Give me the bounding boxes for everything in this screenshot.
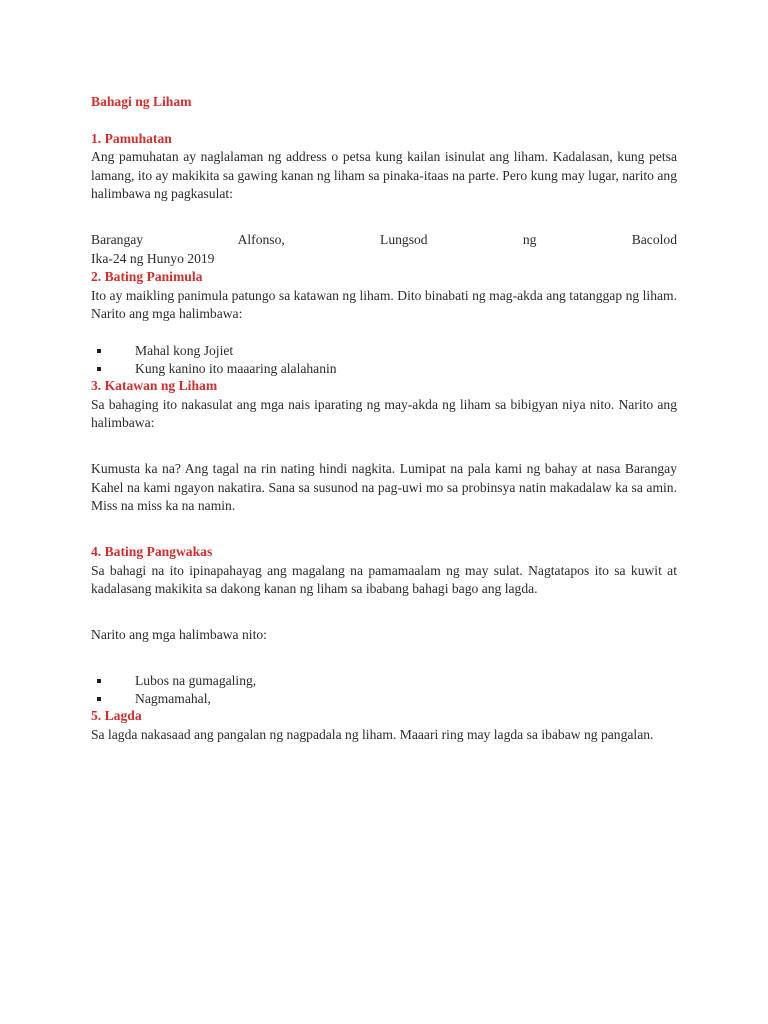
section-heading-lagda: 5. Lagda [91, 708, 142, 723]
spacer [91, 663, 677, 672]
bullet-icon [97, 349, 101, 353]
bullet-icon [97, 367, 101, 371]
list-item-text: Kung kanino ito maaaring alalahanin [135, 360, 337, 376]
section-heading-bating-pangwakas: 4. Bating Pangwakas [91, 544, 213, 559]
bullet-icon [97, 679, 101, 683]
list-item-text: Lubos na gumagaling, [135, 673, 257, 688]
spacer [91, 222, 677, 231]
document-page [91, 93, 677, 744]
example-letter-body: Kumusta ka na? Ang tagal na rin nating hindi nagkita. Lumipat na pala kami ng bahay at nasa Barangay Kahel na kami ngayon nakatira. Sana sa susunod na pag-uwi mo sa probinsya natin makadalaw ka sa amin. Miss na miss ka na namin. [91, 461, 677, 513]
spacer [91, 451, 677, 460]
spacer [91, 516, 677, 535]
list-item-text: Mahal kong Jojiet [135, 343, 234, 358]
list-item [91, 690, 677, 708]
spacer [91, 433, 677, 452]
spacer [91, 617, 677, 626]
spacer [91, 534, 677, 543]
section-body-katawan: Sa bahaging ito nakasulat ang mga nais iparating ng may-akda ng liham sa bibigyan niya nito. Narito ang halimbawa: [91, 396, 677, 430]
section-body-bating-panimula: Ito ay maikling panimula patungo sa katawan ng liham. Dito binabati ng mag-akda ang tatanggap ng liham. Narito ang mga halimbawa: [91, 287, 677, 321]
document-title: Bahagi ng Liham [91, 94, 192, 109]
example-date-line: Ika-24 ng Hunyo 2019 [91, 250, 215, 266]
list-item [91, 360, 677, 378]
section-heading-bating-panimula: 2. Bating Panimula [91, 269, 203, 284]
section-heading-katawan: 3. Katawan ng Liham [91, 378, 218, 393]
examples-intro: Narito ang mga halimbawa nito: [91, 627, 267, 642]
list-item [91, 342, 677, 360]
section-body-pamuhatan: Ang pamuhatan ay naglalaman ng address o petsa kung kailan isinulat ang liham. Kadalasan, kung petsa lamang, ito ay makikita sa gawing kanan ng liham sa pinaka-itaas na parte. Pero kung may lugar, narito ang halimbawa ng pagkasulat: [91, 149, 677, 201]
spacer [91, 599, 677, 618]
section-heading-pamuhatan: 1. Pamuhatan [91, 130, 172, 146]
bullet-icon [97, 697, 101, 701]
spacer [91, 324, 677, 343]
closing-examples-list [91, 672, 677, 707]
greeting-examples-list [91, 342, 677, 377]
example-address-line: Barangay Alfonso, Lungsod ng Bacolod [91, 232, 677, 247]
section-body-lagda: Sa lagda nakasaad ang pangalan ng nagpadala ng liham. Maaari ring may lagda sa ibabaw ng pangalan. [91, 726, 654, 742]
spacer [91, 645, 677, 664]
list-item-text: Nagmamahal, [135, 690, 211, 706]
list-item [91, 672, 677, 690]
section-body-bating-pangwakas: Sa bahagi na ito ipinapahayag ang magalang na pamamaalam ng may sulat. Nagtatapos ito sa kuwit at kadalasang makikita sa dakong kanan ng liham sa ibabang bahagi bago ang lagda. [91, 562, 677, 596]
spacer [91, 204, 677, 223]
